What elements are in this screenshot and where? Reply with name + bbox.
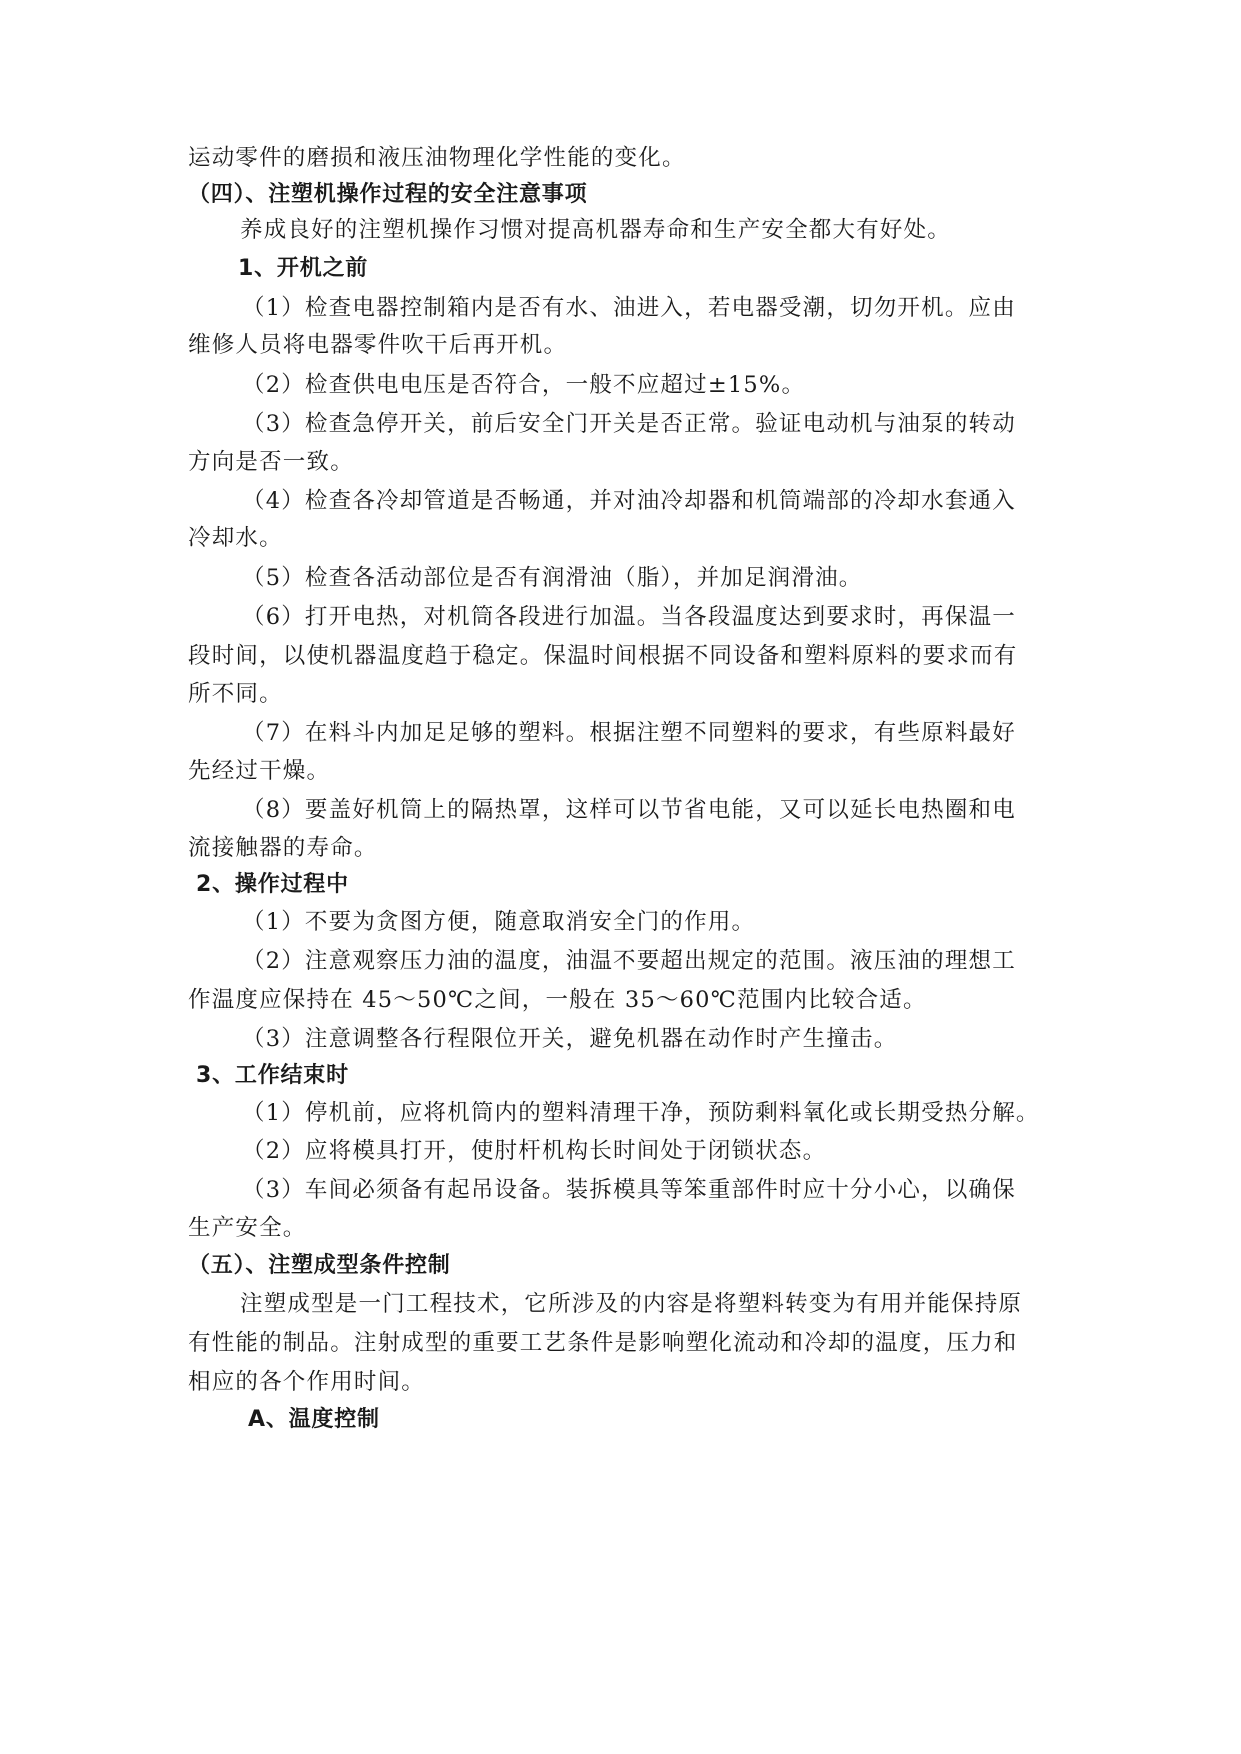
paragraph-line: 注塑成型是一门工程技术，它所涉及的内容是将塑料转变为有用并能保持原 bbox=[240, 1291, 1023, 1317]
paragraph-line: 生产安全。 bbox=[188, 1215, 307, 1241]
paragraph-line: （3）检查急停开关，前后安全门开关是否正常。验证电动机与油泵的转动 bbox=[242, 411, 1016, 437]
paragraph-line: 流接触器的寿命。 bbox=[188, 835, 378, 861]
paragraph-line: （3）车间必须备有起吊设备。装拆模具等笨重部件时应十分小心，以确保 bbox=[242, 1177, 1016, 1203]
paragraph-line: （1）停机前，应将机筒内的塑料清理干净，预防剩料氧化或长期受热分解。 bbox=[242, 1100, 1040, 1126]
paragraph-line: 方向是否一致。 bbox=[188, 449, 354, 475]
paragraph-line: （5）检查各活动部位是否有润滑油（脂），并加足润滑油。 bbox=[242, 565, 863, 591]
paragraph-line: 维修人员将电器零件吹干后再开机。 bbox=[188, 332, 568, 358]
paragraph-line: （1）不要为贪图方便，随意取消安全门的作用。 bbox=[242, 909, 756, 935]
section-heading: （四）、注塑机操作过程的安全注意事项 bbox=[188, 182, 588, 207]
subsection-heading: 2、操作过程中 bbox=[196, 872, 349, 897]
subsection-heading: 3、工作结束时 bbox=[196, 1063, 349, 1088]
paragraph-line: 有性能的制品。注射成型的重要工艺条件是影响塑化流动和冷却的温度，压力和 bbox=[188, 1330, 1018, 1356]
paragraph-line: （3）注意调整各行程限位开关，避免机器在动作时产生撞击。 bbox=[242, 1026, 898, 1052]
paragraph-line: （6）打开电热，对机筒各段进行加温。当各段温度达到要求时，再保温一 bbox=[242, 604, 1016, 630]
paragraph-line: 养成良好的注塑机操作习惯对提高机器寿命和生产安全都大有好处。 bbox=[240, 217, 952, 243]
paragraph-line: 所不同。 bbox=[188, 681, 283, 707]
paragraph-line: 相应的各个作用时间。 bbox=[188, 1369, 426, 1395]
paragraph-line: 先经过干燥。 bbox=[188, 758, 331, 784]
paragraph-line: （2）应将模具打开，使肘杆机构长时间处于闭锁状态。 bbox=[242, 1138, 827, 1164]
paragraph-line: （2）注意观察压力油的温度，油温不要超出规定的范围。液压油的理想工 bbox=[242, 948, 1016, 974]
subsection-heading: 1、开机之前 bbox=[238, 256, 369, 281]
subsection-heading: A、温度控制 bbox=[248, 1407, 380, 1432]
paragraph-line: 作温度应保持在 45～50℃之间，一般在 35～60℃范围内比较合适。 bbox=[188, 987, 927, 1013]
paragraph-line: （7）在料斗内加足足够的塑料。根据注塑不同塑料的要求，有些原料最好 bbox=[242, 720, 1016, 746]
paragraph-line: （1）检查电器控制箱内是否有水、油进入，若电器受潮，切勿开机。应由 bbox=[242, 295, 1016, 321]
paragraph-line: 运动零件的磨损和液压油物理化学性能的变化。 bbox=[188, 145, 686, 171]
paragraph-line: 段时间，以使机器温度趋于稳定。保温时间根据不同设备和塑料原料的要求而有 bbox=[188, 643, 1018, 669]
paragraph-line: （2）检查供电电压是否符合，一般不应超过±15%。 bbox=[242, 372, 806, 398]
section-heading: （五）、注塑成型条件控制 bbox=[188, 1253, 451, 1278]
paragraph-line: 冷却水。 bbox=[188, 525, 283, 551]
paragraph-line: （8）要盖好机筒上的隔热罩，这样可以节省电能，又可以延长电热圈和电 bbox=[242, 797, 1016, 823]
paragraph-line: （4）检查各冷却管道是否畅通，并对油冷却器和机筒端部的冷却水套通入 bbox=[242, 488, 1016, 514]
